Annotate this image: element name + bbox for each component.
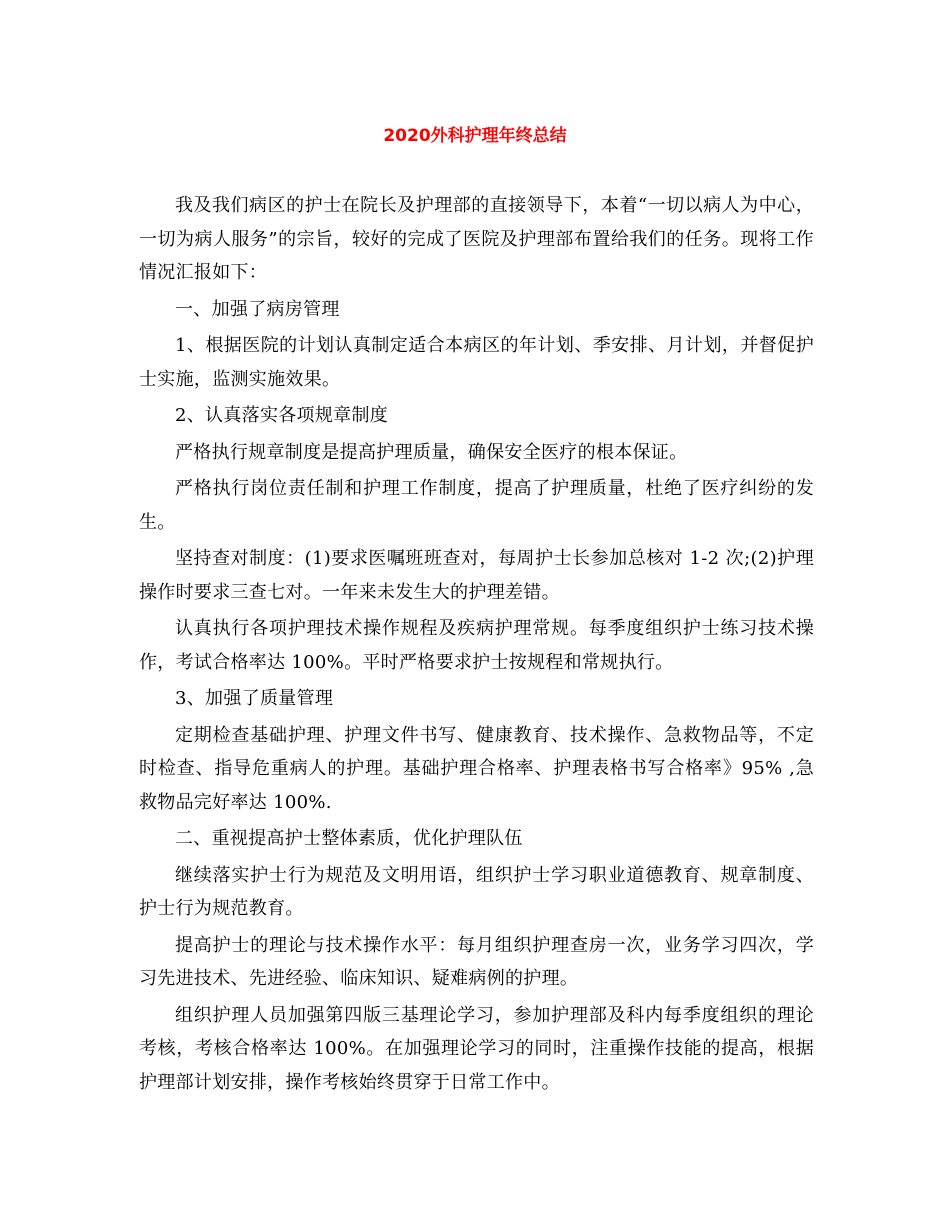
document-body (139, 189, 814, 1102)
paragraph: 定期检查基础护理、护理文件书写、健康教育、技术操作、急救物品等，不定时检查、指导危重病人的护理。基础护理合格率、护理表格书写合格率》95% ,急救物品完好率达 100%. (139, 724, 814, 813)
section-heading-ward-management: 一、加强了病房管理 (175, 298, 340, 320)
subheading-item-3: 3、加强了质量管理 (175, 688, 334, 709)
paragraph: 严格执行规章制度是提高护理质量，确保安全医疗的根本保证。 (175, 441, 688, 463)
paragraph: 继续落实护士行为规范及文明用语，组织护士学习职业道德教育、规章制度、护士行为规范教育。 (139, 864, 814, 919)
subheading-item-2: 2、认真落实各项规章制度 (175, 405, 389, 426)
paragraph: 提高护士的理论与技术操作水平：每月组织护理查房一次，业务学习四次，学习先进技术、先进经验、临床知识、疑难病例的护理。 (139, 934, 814, 989)
paragraph: 坚持查对制度：(1)要求医嘱班班查对，每周护士长参加总核对 1-2 次;(2)护理操作时要求三查七对。一年来未发生大的护理差错。 (139, 548, 814, 603)
section-heading-nurse-quality: 二、重视提高护士整体素质，优化护理队伍 (175, 828, 523, 849)
document-title: 2020外科护理年终总结 (383, 126, 567, 146)
paragraph: 严格执行岗位责任制和护理工作制度，提高了护理质量，杜绝了医疗纠纷的发生。 (139, 478, 814, 533)
paragraph-item-1: 1、根据医院的计划认真制定适合本病区的年计划、季安排、月计划，并督促护士实施，监测实施效果。 (139, 335, 814, 390)
paragraph: 组织护理人员加强第四版三基理论学习，参加护理部及科内每季度组织的理论考核，考核合格率达 100%。在加强理论学习的同时，注重操作技能的提高，根据护理部计划安排，操作考核始终贯穿于日常工作中。 (139, 1004, 814, 1093)
paragraph-intro: 我及我们病区的护士在院长及护理部的直接领导下，本着“一切以病人为中心，一切为病人服务”的宗旨，较好的完成了医院及护理部布置给我们的任务。现将工作情况汇报如下： (139, 195, 814, 283)
paragraph: 认真执行各项护理技术操作规程及疾病护理常规。每季度组织护士练习技术操作，考试合格率达 100%。平时严格要求护士按规程和常规执行。 (139, 618, 814, 673)
